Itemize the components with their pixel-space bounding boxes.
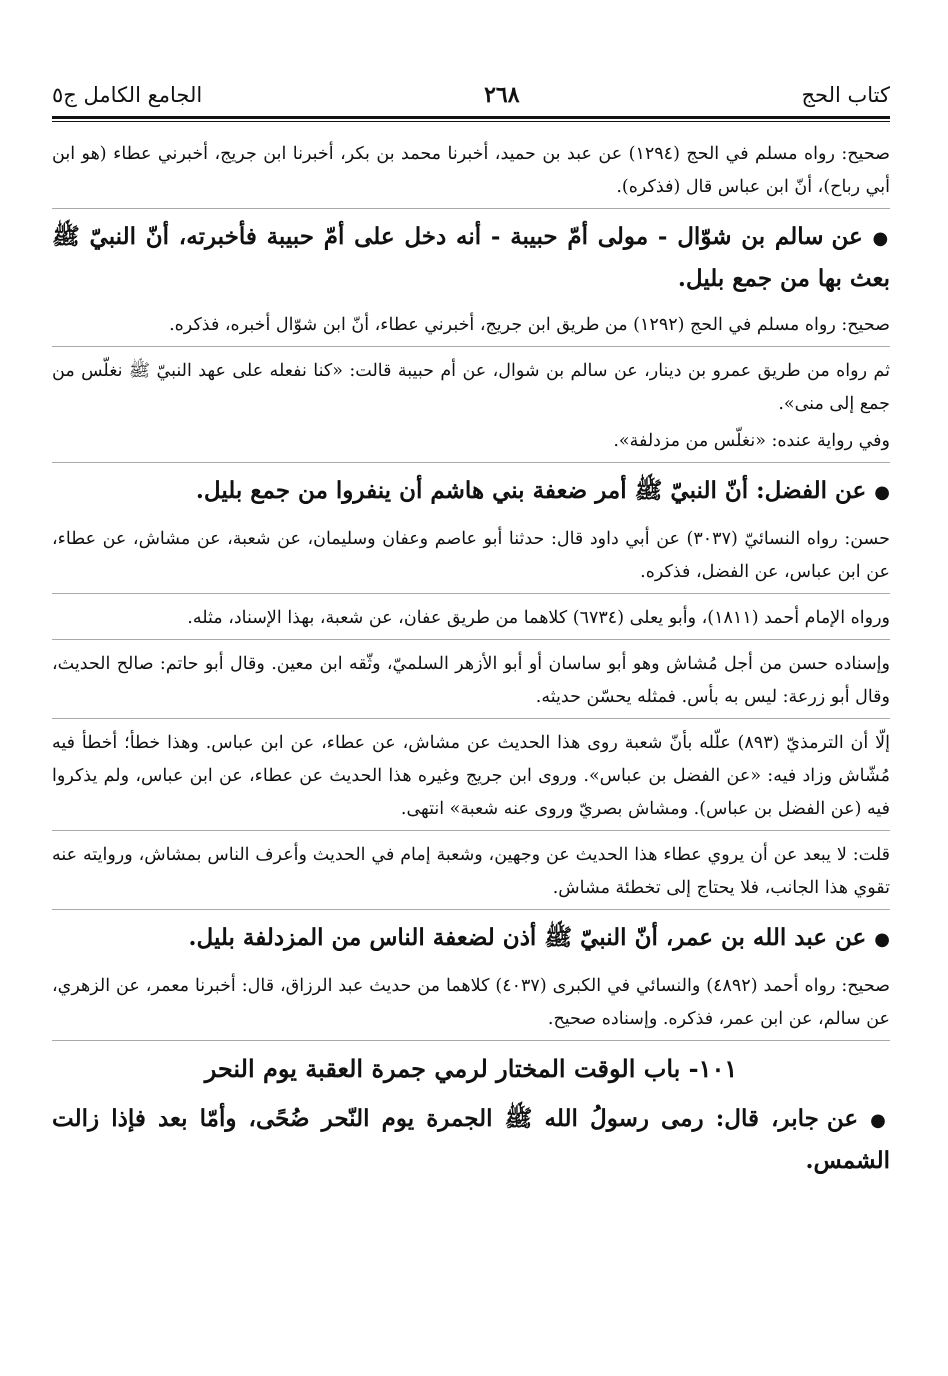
commentary-paragraph: صحيح: رواه مسلم في الحج (١٢٩٤) عن عبد بن حميد، أخبرنا محمد بن بكر، أخبرنا ابن جريج، أخبرني عطاء (هو ابن أبي رباح)، أنّ ابن عباس قال (فذكره). <box>52 138 890 209</box>
hadith-text <box>52 1099 890 1181</box>
header-rule <box>52 116 890 119</box>
bullet-icon: ● <box>874 929 890 950</box>
hadith-text <box>52 471 890 513</box>
commentary-paragraph: قلت: لا يبعد عن أن يروي عطاء هذا الحديث عن وجهين، وشعبة إمام في الحديث وأعرف الناس بمشاش، وروايته عنه تقوي هذا الجانب، فلا يحتاج إلى تخطئة مشاش. <box>52 839 890 910</box>
hadith-body: عن جابر، قال: رمى رسولُ الله ﷺ الجمرة يوم النّحر ضُحًى، وأمّا بعد فإذا زالت الشمس. <box>52 1105 890 1174</box>
header-volume: الجامع الكامل ج٥ <box>52 83 203 107</box>
commentary-paragraph: حسن: رواه النسائيّ (٣٠٣٧) عن أبي داود قال: حدثنا أبو عاصم وعفان وسليمان، عن شعبة، عن مشاش، عن عطاء، عن ابن عباس، عن الفضل، فذكره. <box>52 523 890 594</box>
commentary-paragraph: وفي رواية عنده: «نغلّس من مزدلفة». <box>52 425 890 463</box>
bullet-icon: ● <box>874 482 890 503</box>
commentary-paragraph: إلّا أن الترمذيّ (٨٩٣) علّله بأنّ شعبة روى هذا الحديث عن مشاش، عن عطاء، عن ابن عباس. وهذا خطأ؛ أخطأ فيه مُشّاش وزاد فيه: «عن الفضل بن عباس». وروى ابن جريج وغيره هذا الحديث عن عطاء، عن ابن عباس، ولم يذكروا فيه (عن الفضل بن عباس). ومشاش بصريّ وروى عنه شعبة» انتهى. <box>52 727 890 831</box>
hadith-body: عن عبد الله بن عمر، أنّ النبيّ ﷺ أذن لضعفة الناس من المزدلفة بليل. <box>188 924 867 951</box>
hadith-text <box>52 918 890 960</box>
commentary-paragraph: وإسناده حسن من أجل مُشاش وهو أبو ساسان أو أبو الأزهر السلميّ، وثّقه ابن معين. وقال أبو حاتم: صالح الحديث، وقال أبو زرعة: ليس به بأس. فمثله يحسّن حديثه. <box>52 648 890 719</box>
commentary-paragraph: ورواه الإمام أحمد (١٨١١)، وأبو يعلى (٦٧٣٤) كلاهما من طريق عفان، عن شعبة، بهذا الإسناد، مثله. <box>52 602 890 640</box>
hadith-body: عن الفضل: أنّ النبيّ ﷺ أمر ضعفة بني هاشم أن ينفروا من جمع بليل. <box>195 477 867 504</box>
bullet-icon: ● <box>872 228 890 249</box>
bullet-icon: ● <box>870 1110 890 1131</box>
hadith-text <box>52 217 890 299</box>
commentary-paragraph: ثم رواه من طريق عمرو بن دينار، عن سالم بن شوال، عن أم حبيبة قالت: «كنا نفعله على عهد النبيّ ﷺ نغلّس من جمع إلى منى». <box>52 361 890 414</box>
header-rule-thin <box>52 121 890 122</box>
commentary-paragraph: صحيح: رواه أحمد (٤٨٩٢) والنسائي في الكبرى (٤٠٣٧) كلاهما من حديث عبد الرزاق، قال: أخبرنا معمر، عن الزهري، عن سالم، عن ابن عمر، فذكره. وإسناده صحيح. <box>52 970 890 1041</box>
page-number: ٢٦٨ <box>484 82 520 108</box>
hadith-body: عن سالم بن شوّال - مولى أمّ حبيبة - أنه دخل على أمّ حبيبة فأخبرته، أنّ النبيّ ﷺ بعث بها من جمع بليل. <box>52 223 890 292</box>
page-content <box>52 138 890 1191</box>
commentary-paragraph: صحيح: رواه مسلم في الحج (١٢٩٢) من طريق ابن جريج، أخبرني عطاء، أنّ ابن شوّال أخبره، فذكره. <box>52 309 890 347</box>
chapter-heading: ١٠١- باب الوقت المختار لرمي جمرة العقبة يوم النحر <box>204 1054 738 1083</box>
header-book-title: كتاب الحج <box>801 83 890 107</box>
running-header <box>52 78 890 112</box>
